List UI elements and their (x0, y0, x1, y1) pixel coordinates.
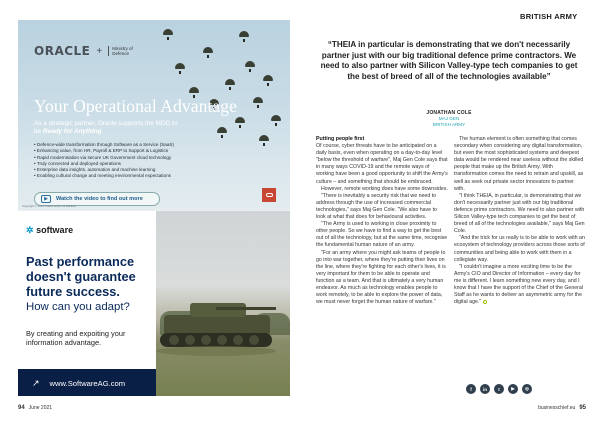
oracle-logo: ORACLE (34, 44, 91, 58)
external-link-icon: ↗ (32, 377, 40, 388)
byline-organisation: BRITISH ARMY (432, 122, 466, 127)
softwareag-body: By creating and expoiting your information advantage. (26, 329, 126, 348)
list-item: • Enterprise data insights, automation and machine learning (34, 167, 174, 173)
end-mark-icon (483, 300, 487, 304)
twitter-icon[interactable]: t (494, 384, 504, 394)
facebook-icon[interactable]: f (466, 384, 476, 394)
article-paragraph: "For an army where you might ask teams of people to go into war together, where they're putting their lives on the line, where they're fighting for each other's lives, it is very important for them to be able to operate and function as a team. And that is ultimately a very human endeavor. As much as technology enables people to work remotely, to be able to explore the power of data, we must never forget the human nature of warfare." (316, 249, 446, 306)
oracle-headline: Your Operational Advantage (34, 96, 238, 116)
softwareag-logo (26, 225, 73, 236)
list-item: • Rapid modernisation via secure UK Government cloud technology (34, 155, 174, 161)
logo-plus: + (96, 45, 103, 57)
list-item: • Enhancing value, from HR, Payroll & ERP to Support & Logistics (34, 148, 174, 154)
article-paragraph: "I think THEIA, in particular, is demonstrating that we don't necessarily partner just with our big traditional defence prime contractors. We need to also partner with Silicon Valley-type tech companies to get the best of breed of all of the technologies available," says Maj Gen Cole. (454, 192, 585, 235)
tank-icon (156, 211, 290, 396)
issue-date: June 2021 (28, 405, 53, 411)
article-paragraph (454, 264, 586, 307)
list-item: • Truly connected and deployed operations (34, 161, 174, 167)
article-paragraph: Of course, cyber threats have to be anticipated on a daily basis, even when operating on a day-to-day level "below the threshold of warfare", Maj Gen Cole says that in many ways COVID-19 and the remote ways of working have been a good opportunity to shift the Army's culture – and something that should be embraced. (316, 143, 448, 185)
article-paragraph: The human element is often something that comes secondary when considering any digital transformation, but even the most sophisticated systems and deepest data would be rendered near useless without the skilled people that make up the British Army. With transformation comes the need to retrain and upskill, as well as seek out private sector innovators to partner with. (454, 136, 584, 192)
article-paragraph: "The Army is used to working in close proximity to other people. So we have to find a way to get the best out of all the technology, but at the same time, recognise the fundamental human nature of an army. (316, 221, 448, 249)
article-paragraph: "And the trick for us really is to be able to work with an ecosystem of technology providers across those sorts of communities and being able to work with them in a collegiate way. (454, 235, 585, 263)
softwareag-logo-text: software (36, 225, 74, 235)
oracle-brand-icon[interactable] (262, 188, 276, 202)
softwareag-link[interactable] (18, 369, 156, 396)
oracle-subtext-main: As a strategic partner, Oracle supports the MOD to be (34, 120, 178, 136)
youtube-icon[interactable]: ▶ (508, 384, 518, 394)
article-column-2 (454, 136, 586, 306)
softwareag-url: www.SoftwareAG.com (49, 378, 126, 388)
article-column-1 (316, 136, 448, 306)
oracle-advert[interactable] (18, 20, 290, 210)
watch-video-label: Watch the video to find out more (56, 196, 143, 202)
byline-role: MAJ GEN (438, 116, 460, 121)
instagram-icon[interactable]: ◎ (522, 384, 532, 394)
list-item: • Defence-wide transformation through Software as a Service (SaaS) (34, 142, 174, 148)
play-icon: ▶ (41, 195, 51, 203)
article-subheading: Putting people first (316, 136, 365, 142)
pull-quote: “THEIA in particular is demonstrating that we don't necessarily partner just with our big traditional defence prime contractors. We need to also partner with Silicon Valley-type tech companies to get the best of breed of all of the technologies available” (320, 40, 578, 81)
page-number-left: 94 (18, 405, 25, 411)
footer-right (538, 405, 586, 411)
softwareag-question: How can you adapt? (26, 301, 130, 313)
list-item: • Enabling cultural change and meeting environmental expectations (34, 173, 174, 179)
tank-photo (156, 211, 290, 396)
byline (318, 110, 580, 128)
oracle-fine-print: Copyright © 2021 Oracle and/or its affiliates. (22, 204, 77, 208)
softwareag-headline: Past performance doesn't guarantee future success. (26, 254, 136, 299)
site-name: businesschief.eu (538, 405, 576, 411)
oracle-bullet-list (34, 142, 174, 180)
article-paragraph: However, remote working does have some downsides. (321, 185, 448, 192)
softwareag-advert[interactable] (18, 210, 290, 396)
oracle-mod-logos (34, 44, 142, 58)
section-tag: BRITISH ARMY (520, 12, 578, 21)
oracle-subtext (34, 120, 184, 136)
social-links (466, 384, 532, 394)
oracle-subtext-emphasis: Ready for Anything (42, 128, 102, 136)
softwareag-star-icon: ✲ (26, 225, 34, 235)
article-paragraph-text: "I couldn't imagine a more exciting time to be the Army's CIO and Director of Information – every day for me is different. I learn something new every day, and I know that I have the support of the Chief of the General Staff as he wants to deliver an asymmetric army for the digital age." (454, 263, 583, 306)
article-paragraph: "There is inevitably a security risk that we need to address through the use of increased commercial technologies," says Maj Gen Cole. "We also have to look at what that does for behavioural activities. (316, 192, 437, 221)
linkedin-icon[interactable]: in (480, 384, 490, 394)
mod-logo: Ministry of Defence (108, 46, 142, 56)
byline-name: JONATHAN COLE (426, 110, 472, 116)
footer-left (18, 405, 52, 411)
page-number-right: 95 (579, 405, 586, 411)
